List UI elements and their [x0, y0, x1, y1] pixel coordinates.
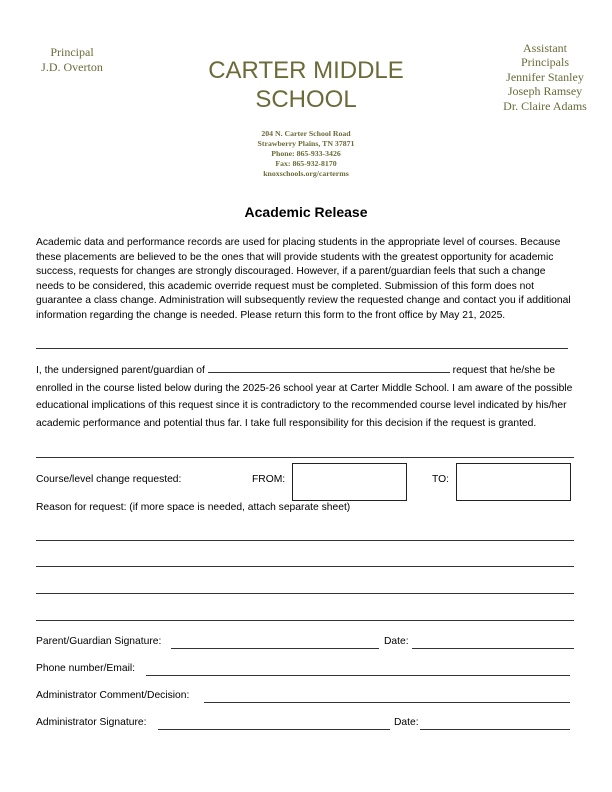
- reason-line[interactable]: [36, 620, 574, 621]
- reason-label: Reason for request: (if more space is needed, attach separate sheet): [36, 502, 351, 513]
- phone-email-label: Phone number/Email:: [36, 663, 136, 674]
- assistant-name: Dr. Claire Adams: [503, 98, 587, 113]
- assistant-principals-block: [494, 41, 596, 113]
- statement-paragraph: [36, 362, 576, 432]
- statement-part2: request that he/she be enrolled in the course listed below during the 2025-26 school year at Carter Middle School. I am aware of the possible educational implications of this request since it is contradictory to the recommended course level indicated by his/her academic performance and potential thus far. I take full responsibility for this decision if the request is granted.: [36, 365, 573, 429]
- student-name-field[interactable]: [208, 362, 450, 373]
- date-label: Date:: [384, 636, 409, 647]
- statement-part1: I, the undersigned parent/guardian of: [36, 365, 205, 376]
- course-change-label: Course/level change requested:: [36, 474, 182, 485]
- admin-date-field[interactable]: [420, 729, 570, 730]
- from-course-box[interactable]: [292, 463, 407, 501]
- divider: [36, 457, 574, 458]
- principal-name: J.D. Overton: [41, 60, 103, 74]
- reason-line[interactable]: [36, 593, 574, 594]
- address-web: knoxschools.org/carterms: [263, 169, 349, 178]
- principal-block: [22, 45, 122, 75]
- admin-signature-field[interactable]: [158, 729, 390, 730]
- document-title: Academic Release: [244, 204, 368, 220]
- school-name-line2: SCHOOL: [255, 86, 357, 113]
- parent-signature-field[interactable]: [171, 648, 379, 649]
- assistants-title-line1: Assistant: [522, 41, 567, 55]
- school-name-line1: CARTER MIDDLE: [208, 57, 404, 84]
- phone-email-field[interactable]: [146, 675, 570, 676]
- reason-line[interactable]: [36, 566, 574, 567]
- address-phone: Phone: 865-933-3426: [271, 149, 341, 158]
- divider: [36, 348, 568, 349]
- school-address: [200, 129, 412, 179]
- parent-date-field[interactable]: [412, 648, 574, 649]
- address-fax: Fax: 865-932-8170: [275, 159, 337, 168]
- from-label: FROM:: [252, 474, 286, 485]
- admin-signature-label: Administrator Signature:: [36, 717, 147, 728]
- to-label: TO:: [432, 474, 449, 485]
- school-name: [180, 56, 432, 114]
- assistant-name: Joseph Ramsey: [507, 84, 583, 99]
- parent-signature-label: Parent/Guardian Signature:: [36, 636, 162, 647]
- assistant-name: Jennifer Stanley: [506, 69, 584, 84]
- principal-title: Principal: [50, 45, 94, 59]
- intro-paragraph: Academic data and performance records are used for placing students in the appropriate level of courses. Because these placements are believed to be the ones that will provide students with the greatest opportunity for academic success, requests for changes are strongly discouraged. However, if a parent/guardian feels that such a change needs to be considered, this academic override request must be completed. Submission of this form does not guarantee a class change. Administration will subsequently review the requested change and contact you if additional information regarding the change is needed. Please return this form to the front office by May 21, 2025.: [36, 237, 571, 321]
- admin-comment-field[interactable]: [204, 702, 570, 703]
- assistants-title-line2: Principals: [521, 55, 569, 70]
- address-city: Strawberry Plains, TN 37871: [257, 139, 355, 148]
- address-street: 204 N. Carter School Road: [261, 129, 351, 138]
- reason-line[interactable]: [36, 540, 574, 541]
- to-course-box[interactable]: [456, 463, 571, 501]
- admin-comment-label: Administrator Comment/Decision:: [36, 690, 190, 701]
- admin-date-label: Date:: [394, 717, 419, 728]
